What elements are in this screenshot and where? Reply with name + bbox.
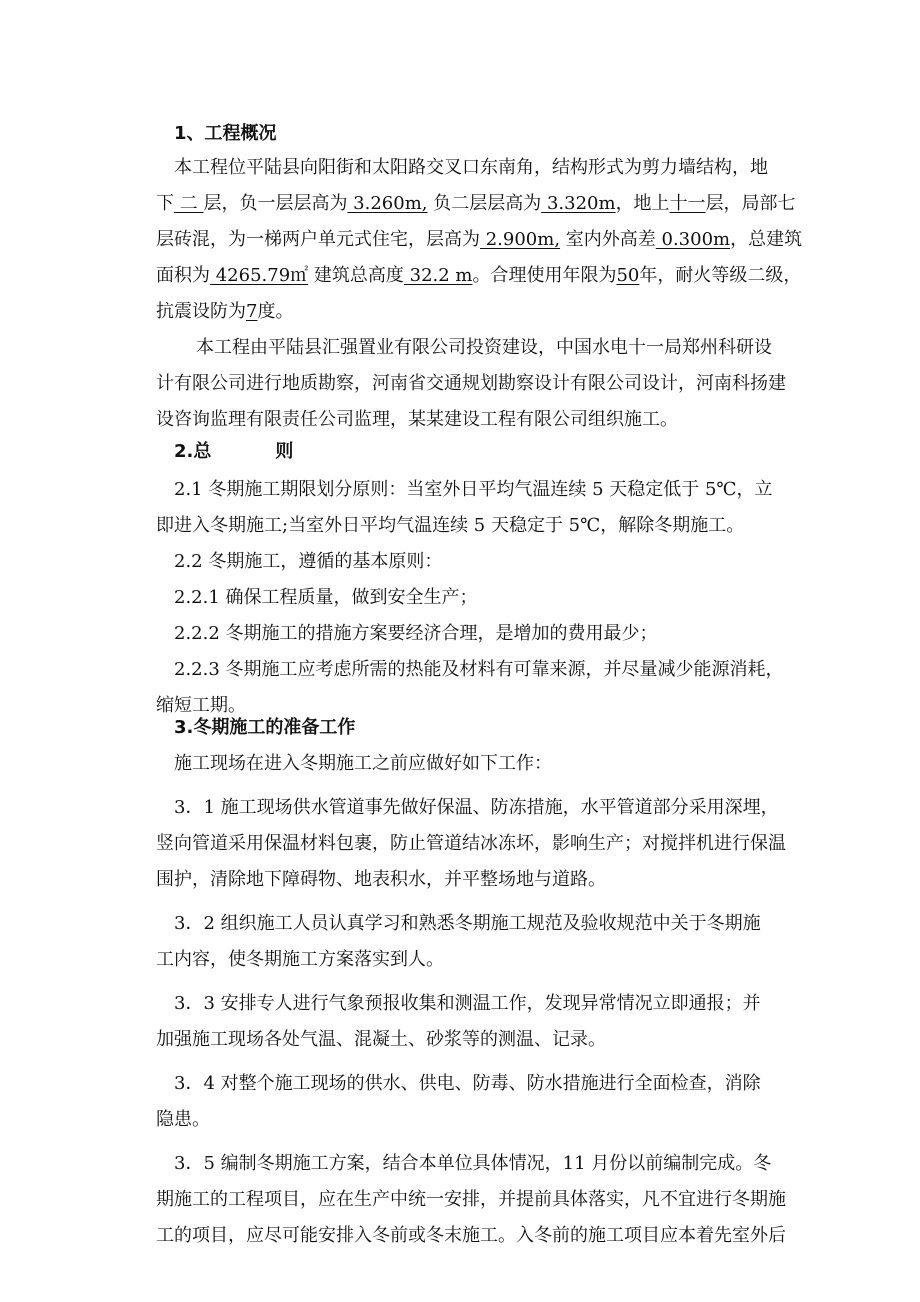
text-line: 2.1 冬期施工期限划分原则：当室外日平均气温连续 5 天稳定低于 5℃，立 <box>174 479 773 500</box>
text-line: 2.2.2 冬期施工的措施方案要经济合理，是增加的费用最少； <box>174 623 658 644</box>
text-run: 负二层层高为 <box>427 193 542 214</box>
text-line: 即进入冬期施工;当室外日平均气温连续 5 天稳定于 5℃，解除冬期施工。 <box>156 515 745 536</box>
text-line: 3．1 施工现场供水管道事先做好保温、防冻措施，水平管道部分采用深埋， <box>174 797 779 818</box>
text-line: 本工程位平陆县向阳街和太阳路交叉口东南角，结构形式为剪力墙结构，地 <box>174 157 768 178</box>
text-line: 缩短工期。 <box>156 695 246 716</box>
text-line: 施工现场在进入冬期施工之前应做好如下工作： <box>174 753 552 774</box>
text-run: 层，负一层层高为 <box>203 193 348 214</box>
underlined-value: 7 <box>246 301 258 322</box>
section-1 <box>156 116 796 152</box>
heading-part: 则 <box>275 441 294 462</box>
underlined-value: 3.260m, <box>347 193 428 214</box>
text-line: 隐患。 <box>156 1109 210 1130</box>
underlined-value: 十一 <box>669 193 706 214</box>
text-line: 3．5 编制冬期施工方案，结合本单位具体情况，11 月份以前编制完成。冬 <box>174 1153 772 1174</box>
underlined-value: 32.2 m <box>403 265 473 286</box>
text-line: 期施工的工程项目，应在生产中统一安排，并提前具体落实，凡不宜进行冬期施 <box>156 1189 786 1210</box>
text-line <box>156 258 802 294</box>
text-line: 工的项目，应尽可能安排入冬前或冬末施工。入冬前的施工项目应本着先室外后 <box>156 1225 786 1246</box>
paragraph-project-overview <box>156 150 803 330</box>
section-heading <box>156 434 796 470</box>
text-line: 竖向管道采用保温材料包裹，防止管道结冰冻坏，影响生产；对搅拌机进行保温 <box>156 833 786 854</box>
text-run: ，总建筑 <box>730 229 803 250</box>
text-line: 2.2.1 确保工程质量，做到安全生产； <box>174 587 478 608</box>
underlined-value: 2.900m, <box>480 229 561 250</box>
text-run: 度。 <box>257 301 294 322</box>
underlined-value: 3.320m <box>541 193 616 214</box>
text-line: 3．4 对整个施工现场的供水、供电、防毒、防水措施进行全面检查，消除 <box>174 1073 761 1094</box>
text-run: 抗震设防为 <box>156 301 246 322</box>
section-heading: 3.冬期施工的准备工作 <box>174 717 356 738</box>
text-line: 设咨询监理有限责任公司监理，某某建设工程有限公司组织施工。 <box>156 409 678 430</box>
text-line: 工内容，使冬期施工方案落实到人。 <box>156 949 444 970</box>
underlined-value: 4265.79㎡ <box>210 265 309 286</box>
text-line: 围护，清除地下障碍物、地表积水，并平整场地与道路。 <box>156 869 606 890</box>
section-3 <box>156 710 796 1254</box>
text-line <box>156 294 796 330</box>
text-line: 本工程由平陆县汇强置业有限公司投资建设，中国水电十一局郑州科研设 <box>196 337 772 358</box>
section-2 <box>156 434 796 724</box>
text-line: 2.2 冬期施工，遵循的基本原则： <box>174 551 443 572</box>
underlined-value: 50 <box>616 265 640 286</box>
text-run: 。合理使用年限为 <box>472 265 617 286</box>
text-run: 层砖混，为一梯两户单元式住宅，层高为 <box>156 229 480 250</box>
text-line: 计有限公司进行地质勘察，河南省交通规划勘察设计有限公司设计，河南科扬建 <box>156 373 786 394</box>
text-line <box>156 186 796 222</box>
heading-part: 2.总 <box>174 441 212 462</box>
section-heading: 1、工程概况 <box>174 123 277 144</box>
text-run: 层，局部七 <box>705 193 796 214</box>
text-run: 年，耐火等级二级， <box>639 265 802 286</box>
text-line: 加强施工现场各处气温、混凝土、砂浆等的测温、记录。 <box>156 1029 606 1050</box>
underlined-value: 二 <box>174 193 204 214</box>
text-line: 3．3 安排专人进行气象预报收集和测温工作，发现异常情况立即通报；并 <box>174 993 761 1014</box>
paragraph-parties <box>156 330 796 438</box>
text-line: 2.2.3 冬期施工应考虑所需的热能及材料有可靠来源，并尽量减少能源消耗， <box>174 659 784 680</box>
text-run: 下 <box>156 193 174 214</box>
text-line: 3．2 组织施工人员认真学习和熟悉冬期施工规范及验收规范中关于冬期施 <box>174 913 761 934</box>
text-run: 建筑总高度 <box>308 265 404 286</box>
text-line <box>156 222 803 258</box>
underlined-value: 0.300m <box>655 229 731 250</box>
text-run: ，地上 <box>615 193 670 214</box>
text-run: 室内外高差 <box>560 229 656 250</box>
text-run: 面积为 <box>156 265 210 286</box>
